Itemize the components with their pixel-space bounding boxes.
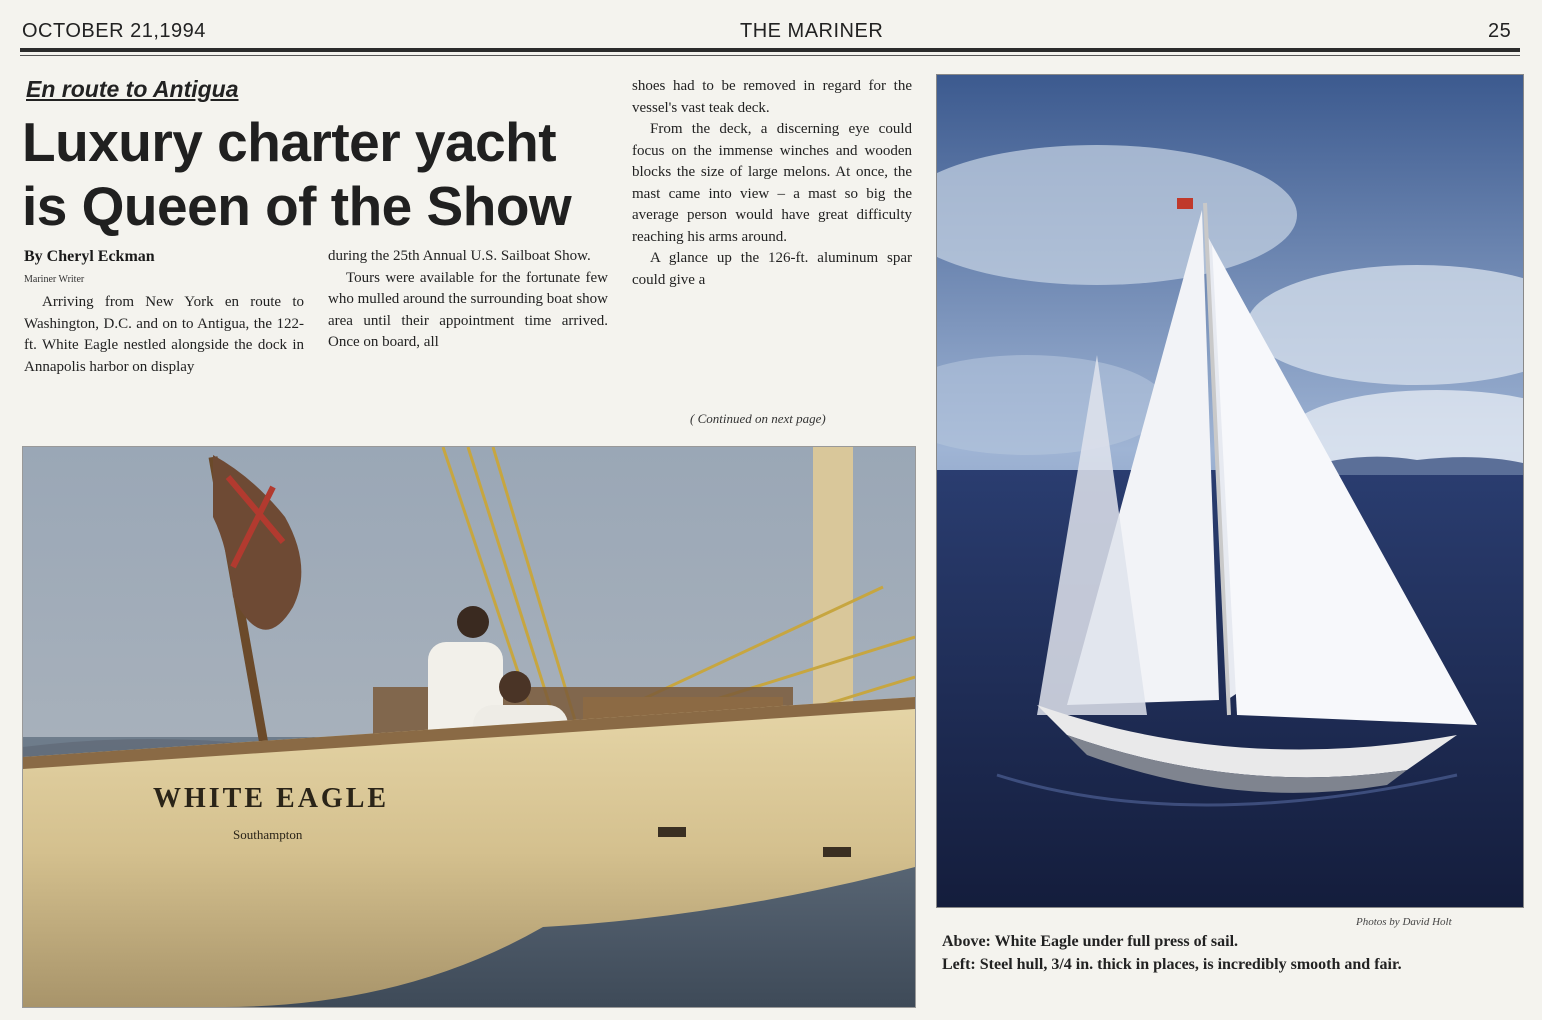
photo-yacht-stern-illustration [23,447,915,1007]
photo-caption [942,930,1524,976]
caption-line-left: Left: Steel hull, 3/4 in. thick in places, is incredibly smooth and fair. [942,956,1402,973]
article-kicker: En route to Antigua [26,76,239,102]
photo-yacht-stern [22,446,916,1008]
hull-name-text: WHITE EAGLE [153,783,390,814]
column-1-paragraph: Arriving from New York en route to Washington, D.C. and on to Antigua, the 122-ft. White Eagle nestled alongside the dock in Annapolis harbor on display [24,294,304,375]
column-3-paragraph-2: From the deck, a discerning eye could focus on the immense winches and wooden blocks the size of large melons. At once, the mast came into view – a mast so big the average person would have great difficulty reaching his arms around. [632,121,912,245]
article-headline [22,110,622,238]
headline-line-1: Luxury charter yacht [22,111,557,173]
masthead-date: OCTOBER 21,1994 [22,20,206,42]
article-column-3 [632,76,912,291]
photo-credit: Photos by David Holt [1356,916,1452,928]
column-2-paragraph-2: Tours were available for the fortunate few who mulled around the surrounding boat show area until their appointment time arrived. Once on board, all [328,269,608,350]
photo-yacht-under-sail [936,74,1524,908]
headline-line-2: is Queen of the Show [22,175,572,237]
column-3-paragraph-1: shoes had to be removed in regard for the vessel's vast teak deck. [632,78,912,116]
masthead-rule-thin [20,55,1520,56]
article-column-2 [328,246,608,354]
column-2-paragraph-1: during the 25th Annual U.S. Sailboat Show. [328,248,591,264]
masthead-publication: THE MARINER [740,20,884,42]
continued-note: ( Continued on next page) [690,411,826,426]
article-column-1 [24,292,304,378]
byline-role: Mariner Writer [24,274,85,285]
hull-port-text: Southampton [233,827,303,842]
caption-line-above: Above: White Eagle under full press of sail. [942,933,1239,950]
article-byline: By Cheryl Eckman [24,248,155,265]
photo-yacht-under-sail-illustration [937,75,1523,907]
masthead-page-number: 25 [1488,20,1512,42]
column-3-paragraph-3: A glance up the 126-ft. aluminum spar could give a [632,250,912,288]
masthead-rule [20,48,1520,52]
